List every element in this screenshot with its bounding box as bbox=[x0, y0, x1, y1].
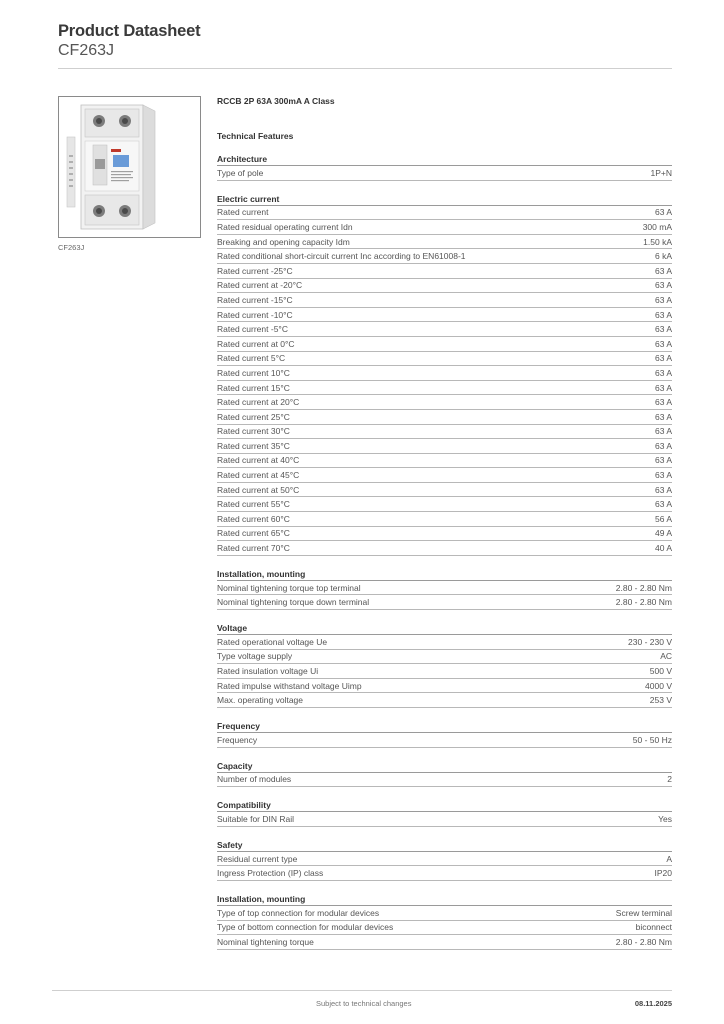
spec-label: Nominal tightening torque down terminal bbox=[217, 597, 370, 608]
rccb-device-icon bbox=[59, 97, 200, 237]
spec-row bbox=[217, 733, 672, 748]
spec-section bbox=[217, 622, 672, 708]
spec-value: 2 bbox=[667, 774, 672, 785]
spec-value: 500 V bbox=[649, 666, 672, 677]
spec-label: Breaking and opening capacity Idm bbox=[217, 236, 350, 247]
spec-row bbox=[217, 337, 672, 352]
spec-value: 63 A bbox=[654, 426, 672, 437]
spec-label: Rated current 25°C bbox=[217, 411, 290, 422]
spec-value: 63 A bbox=[654, 324, 672, 335]
spec-value: 63 A bbox=[654, 411, 672, 422]
section-title: Compatibility bbox=[217, 799, 672, 812]
spec-value: 6 kA bbox=[654, 251, 672, 262]
image-caption: CF263J bbox=[58, 243, 85, 252]
spec-section bbox=[217, 760, 672, 788]
spec-row bbox=[217, 381, 672, 396]
spec-row bbox=[217, 322, 672, 337]
spec-value: 2.80 - 2.80 Nm bbox=[615, 582, 672, 593]
spec-value: 63 A bbox=[654, 353, 672, 364]
spec-label: Rated operational voltage Ue bbox=[217, 636, 328, 647]
spec-value: 1P+N bbox=[650, 167, 672, 178]
spec-row bbox=[217, 595, 672, 610]
spec-section bbox=[217, 193, 672, 556]
spec-row bbox=[217, 308, 672, 323]
spec-label: Nominal tightening torque top terminal bbox=[217, 582, 361, 593]
spec-label: Rated current 35°C bbox=[217, 440, 290, 451]
section-title: Voltage bbox=[217, 622, 672, 635]
spec-row bbox=[217, 527, 672, 542]
spec-row bbox=[217, 935, 672, 950]
spec-value: 230 - 230 V bbox=[628, 636, 672, 647]
spec-row bbox=[217, 812, 672, 827]
spec-label: Rated current at 0°C bbox=[217, 338, 295, 349]
spec-row bbox=[217, 279, 672, 294]
spec-label: Type of top connection for modular devices bbox=[217, 907, 380, 918]
spec-label: Rated current 70°C bbox=[217, 543, 290, 554]
section-title: Frequency bbox=[217, 720, 672, 733]
spec-row bbox=[217, 220, 672, 235]
spec-value: 63 A bbox=[654, 265, 672, 276]
spec-value: 2.80 - 2.80 Nm bbox=[615, 936, 672, 947]
spec-label: Suitable for DIN Rail bbox=[217, 813, 295, 824]
spec-value: 40 A bbox=[654, 543, 672, 554]
spec-label: Number of modules bbox=[217, 774, 292, 785]
section-title: Architecture bbox=[217, 153, 672, 166]
spec-value: 56 A bbox=[654, 513, 672, 524]
spec-label: Rated current bbox=[217, 207, 269, 218]
spec-row bbox=[217, 410, 672, 425]
spec-label: Ingress Protection (IP) class bbox=[217, 868, 324, 879]
spec-value: A bbox=[666, 853, 672, 864]
spec-row bbox=[217, 468, 672, 483]
spec-value: IP20 bbox=[654, 868, 672, 879]
spec-label: Type of pole bbox=[217, 167, 264, 178]
spec-value: 63 A bbox=[654, 499, 672, 510]
spec-row bbox=[217, 497, 672, 512]
spec-row bbox=[217, 635, 672, 650]
spec-value: 63 A bbox=[654, 207, 672, 218]
spec-label: Rated conditional short-circuit current Inc according to EN61008-1 bbox=[217, 251, 466, 262]
spec-section bbox=[217, 839, 672, 881]
spec-value: 2.80 - 2.80 Nm bbox=[615, 597, 672, 608]
spec-label: Frequency bbox=[217, 734, 258, 745]
footer-date: 08.11.2025 bbox=[634, 999, 672, 1008]
footer-note: Subject to technical changes bbox=[316, 999, 412, 1008]
spec-value: 63 A bbox=[654, 309, 672, 320]
section-title: Electric current bbox=[217, 193, 672, 206]
feature-sections bbox=[217, 153, 672, 950]
datasheet-content bbox=[217, 94, 672, 950]
header-divider bbox=[58, 68, 672, 69]
spec-label: Rated current at 20°C bbox=[217, 397, 300, 408]
spec-row bbox=[217, 264, 672, 279]
spec-value: 63 A bbox=[654, 280, 672, 291]
spec-row bbox=[217, 454, 672, 469]
spec-row bbox=[217, 249, 672, 264]
spec-row bbox=[217, 693, 672, 708]
spec-label: Max. operating voltage bbox=[217, 695, 303, 706]
spec-value: Yes bbox=[658, 813, 672, 824]
spec-section bbox=[217, 893, 672, 950]
spec-row bbox=[217, 921, 672, 936]
spec-row bbox=[217, 395, 672, 410]
spec-label: Rated current 10°C bbox=[217, 367, 290, 378]
spec-row bbox=[217, 206, 672, 221]
spec-value: 49 A bbox=[654, 528, 672, 539]
spec-value: 63 A bbox=[654, 440, 672, 451]
spec-label: Rated current -15°C bbox=[217, 294, 293, 305]
spec-section bbox=[217, 153, 672, 181]
spec-label: Rated current 55°C bbox=[217, 499, 290, 510]
spec-label: Rated current at 40°C bbox=[217, 455, 300, 466]
spec-row bbox=[217, 773, 672, 788]
spec-label: Rated current -5°C bbox=[217, 324, 288, 335]
spec-row bbox=[217, 366, 672, 381]
spec-label: Rated current at 45°C bbox=[217, 470, 300, 481]
spec-label: Nominal tightening torque bbox=[217, 936, 314, 947]
spec-value: 63 A bbox=[654, 294, 672, 305]
spec-label: Rated current 60°C bbox=[217, 513, 290, 524]
spec-value: 63 A bbox=[654, 470, 672, 481]
spec-row bbox=[217, 166, 672, 181]
document-header bbox=[58, 22, 200, 60]
spec-section bbox=[217, 720, 672, 748]
spec-value: 63 A bbox=[654, 455, 672, 466]
spec-value: 4000 V bbox=[645, 680, 672, 691]
spec-value: 63 A bbox=[654, 382, 672, 393]
spec-value: 1.50 kA bbox=[643, 236, 672, 247]
spec-value: 63 A bbox=[654, 397, 672, 408]
spec-label: Rated impulse withstand voltage Uimp bbox=[217, 680, 362, 691]
spec-label: Rated current 65°C bbox=[217, 528, 290, 539]
spec-row bbox=[217, 581, 672, 596]
spec-value: biconnect bbox=[635, 922, 672, 933]
spec-row bbox=[217, 852, 672, 867]
spec-value: 63 A bbox=[654, 367, 672, 378]
section-title: Installation, mounting bbox=[217, 893, 672, 906]
page-title: Product Datasheet bbox=[58, 22, 201, 40]
section-title: Safety bbox=[217, 839, 672, 852]
spec-row bbox=[217, 483, 672, 498]
spec-label: Rated current at 50°C bbox=[217, 484, 300, 495]
spec-label: Rated residual operating current Idn bbox=[217, 221, 353, 232]
spec-value: 50 - 50 Hz bbox=[632, 734, 672, 745]
spec-value: 63 A bbox=[654, 338, 672, 349]
spec-row bbox=[217, 866, 672, 881]
spec-row bbox=[217, 512, 672, 527]
spec-value: 63 A bbox=[654, 484, 672, 495]
spec-label: Rated insulation voltage Ui bbox=[217, 666, 319, 677]
spec-value: 253 V bbox=[649, 695, 672, 706]
footer-divider bbox=[52, 990, 672, 991]
spec-label: Rated current 15°C bbox=[217, 382, 290, 393]
section-title: Capacity bbox=[217, 760, 672, 773]
spec-label: Residual current type bbox=[217, 853, 298, 864]
spec-row bbox=[217, 679, 672, 694]
spec-row bbox=[217, 425, 672, 440]
spec-row bbox=[217, 650, 672, 665]
spec-row bbox=[217, 439, 672, 454]
spec-label: Rated current 5°C bbox=[217, 353, 286, 364]
spec-row bbox=[217, 541, 672, 556]
technical-features-heading: Technical Features bbox=[217, 131, 294, 141]
spec-row bbox=[217, 293, 672, 308]
spec-label: Rated current at -20°C bbox=[217, 280, 303, 291]
product-code: CF263J bbox=[58, 42, 115, 59]
section-title: Installation, mounting bbox=[217, 568, 672, 581]
product-name: RCCB 2P 63A 300mA A Class bbox=[217, 96, 335, 106]
spec-label: Type voltage supply bbox=[217, 651, 293, 662]
spec-row bbox=[217, 352, 672, 367]
spec-value: AC bbox=[660, 651, 672, 662]
spec-section bbox=[217, 568, 672, 610]
spec-row bbox=[217, 235, 672, 250]
spec-label: Rated current -25°C bbox=[217, 265, 293, 276]
product-image bbox=[58, 96, 201, 238]
spec-value: Screw terminal bbox=[615, 907, 672, 918]
spec-label: Rated current -10°C bbox=[217, 309, 293, 320]
spec-section bbox=[217, 799, 672, 827]
spec-row bbox=[217, 664, 672, 679]
spec-label: Type of bottom connection for modular devices bbox=[217, 922, 394, 933]
spec-value: 300 mA bbox=[642, 221, 672, 232]
spec-label: Rated current 30°C bbox=[217, 426, 290, 437]
spec-row bbox=[217, 906, 672, 921]
